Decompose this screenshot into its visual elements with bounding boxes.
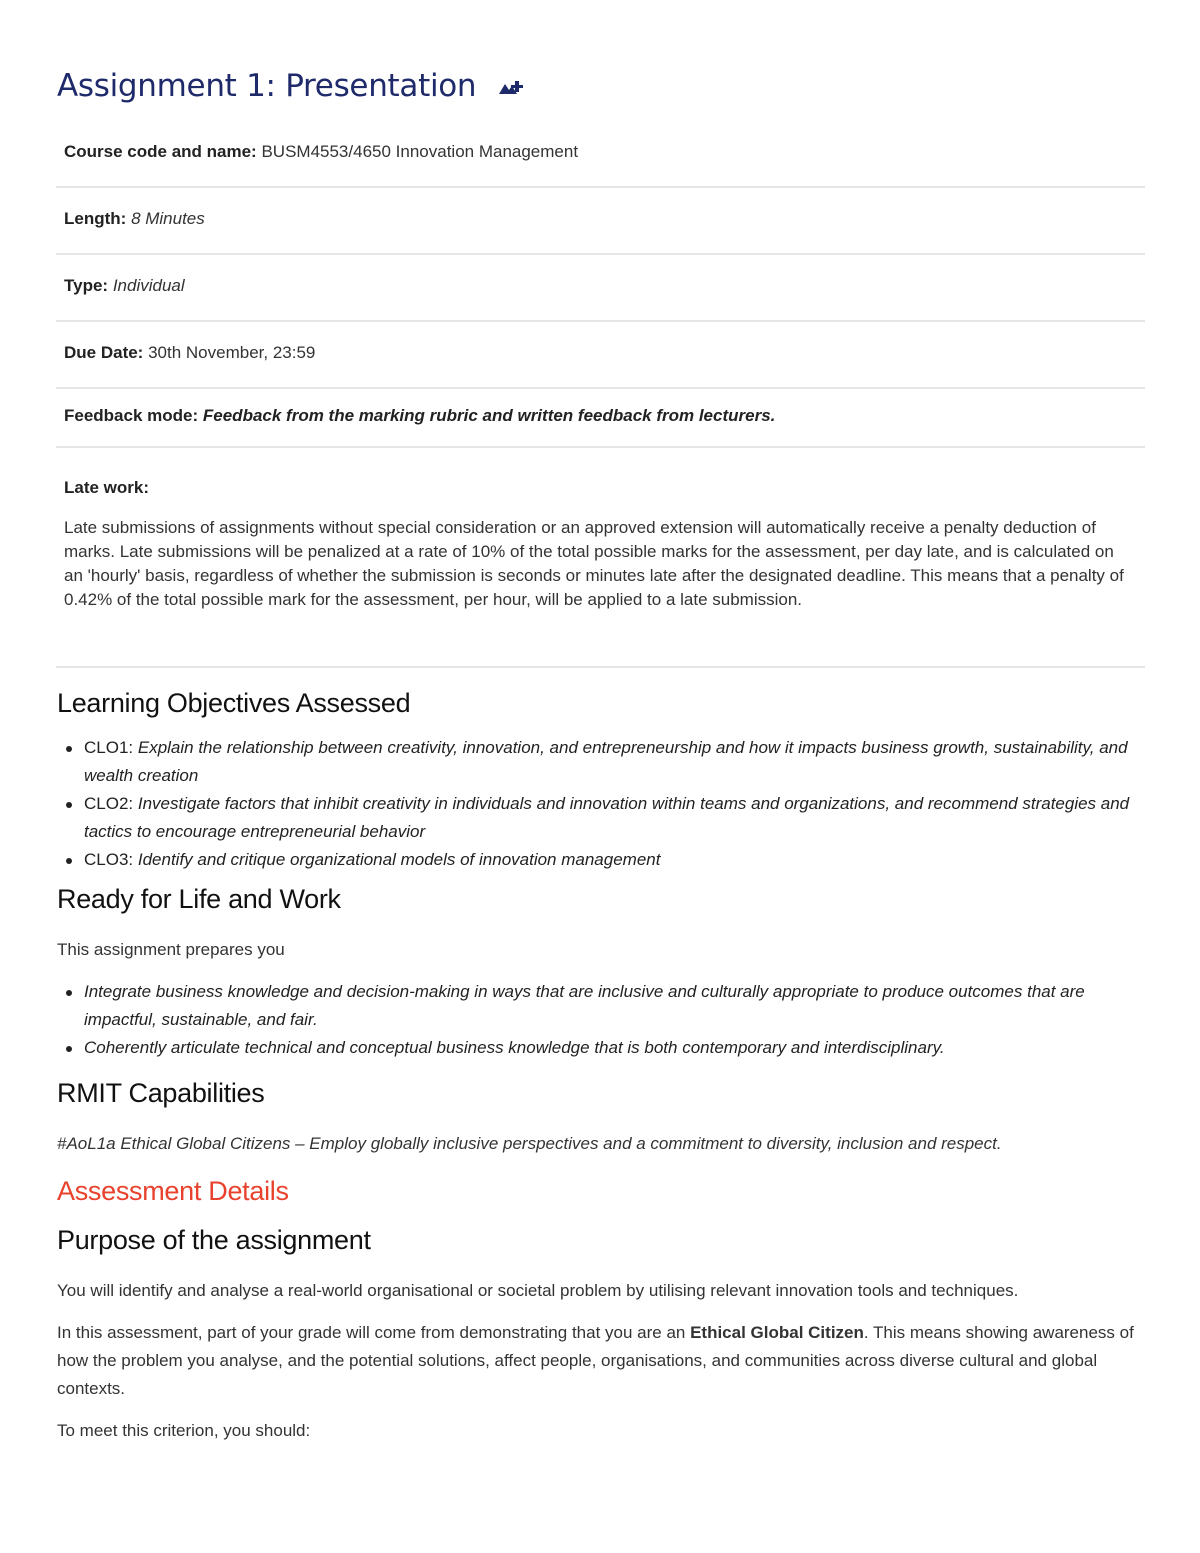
list-item: Coherently articulate technical and conceptual business knowledge that is both contemporary and interdisciplinary. (64, 1034, 1134, 1062)
length-row (56, 208, 1145, 255)
due-date-row (56, 342, 1145, 389)
ready-heading: Ready for Life and Work (57, 884, 341, 914)
course-label: Course code and name: (64, 142, 257, 161)
type-label: Type: (64, 276, 109, 295)
objectives-list (64, 734, 1134, 874)
purpose-heading: Purpose of the assignment (57, 1225, 371, 1255)
paragraph-text: . This means showing awareness of how the problem you analyse, and the potential solutions, affect people, organisations, and communities across diverse cultural and global contexts. (57, 1323, 1134, 1398)
length-value: 8 Minutes (131, 209, 205, 228)
feedback-row (56, 405, 1145, 448)
assessment-details-heading: Assessment Details (57, 1176, 289, 1206)
objective-text: Identify and critique organizational models of innovation management (137, 850, 661, 869)
due-date-value: 30th November, 23:59 (148, 343, 316, 362)
late-work-text: Late submissions of assignments without special consideration or an approved extension will automatically receive a penalty deduction of marks. Late submissions will be penalized at a rate of 10% of the total possible marks for the assessment, per day late, and is calculated on an 'hourly' basis, regardless of whether the submission is seconds or minutes late after the designated deadline. This means that a penalty of 0.42% of the total possible mark for the assessment, per hour, will be applied to a late submission. (64, 518, 1124, 609)
criterion-intro: To meet this criterion, you should: (57, 1421, 311, 1440)
page-title (57, 68, 524, 106)
purpose-paragraph: You will identify and analyse a real-world organisational or societal problem by utilising relevant innovation tools and techniques. (57, 1281, 1019, 1300)
ethical-global-citizen-term: Ethical Global Citizen (690, 1323, 864, 1342)
ready-list (64, 978, 1134, 1062)
due-date-label: Due Date: (64, 343, 144, 362)
divider (56, 666, 1145, 668)
capabilities-heading: RMIT Capabilities (57, 1078, 265, 1108)
objective-code: CLO2: (84, 794, 138, 813)
paragraph-text: In this assessment, part of your grade will come from demonstrating that you are an (57, 1323, 691, 1342)
list-item: Integrate business knowledge and decision-making in ways that are inclusive and culturally appropriate to produce outcomes that are impactful, sustainable, and fair. (64, 978, 1134, 1034)
ethical-citizen-paragraph (57, 1319, 1137, 1403)
objective-text: Explain the relationship between creativity, innovation, and entrepreneurship and how it impacts business growth, sustainability, and wealth creation (84, 738, 1128, 785)
accessibility-score-icon[interactable] (498, 68, 524, 104)
type-value: Individual (112, 276, 185, 295)
feedback-label: Feedback mode: (64, 406, 199, 425)
objective-text: Investigate factors that inhibit creativity in individuals and innovation within teams and organizations, and recommend strategies and tactics to encourage entrepreneurial behavior (84, 794, 1130, 841)
ready-intro: This assignment prepares you (57, 940, 285, 959)
length-label: Length: (64, 209, 127, 228)
feedback-value: Feedback from the marking rubric and written feedback from lecturers. (202, 406, 776, 425)
objectives-heading: Learning Objectives Assessed (57, 688, 411, 718)
capabilities-text: #AoL1a Ethical Global Citizens – Employ globally inclusive perspectives and a commitment to diversity, inclusion and respect. (57, 1134, 1002, 1153)
objective-code: CLO1: (84, 738, 138, 757)
page-title-text: Assignment 1: Presentation (57, 68, 477, 104)
type-row (56, 275, 1145, 322)
late-work-label: Late work: (64, 478, 150, 497)
course-value: BUSM4553/4650 Innovation Management (261, 142, 579, 161)
objective-code: CLO3: (84, 850, 138, 869)
list-item (64, 734, 1134, 790)
course-row (56, 141, 1145, 188)
list-item (64, 846, 1134, 874)
list-item (64, 790, 1134, 846)
